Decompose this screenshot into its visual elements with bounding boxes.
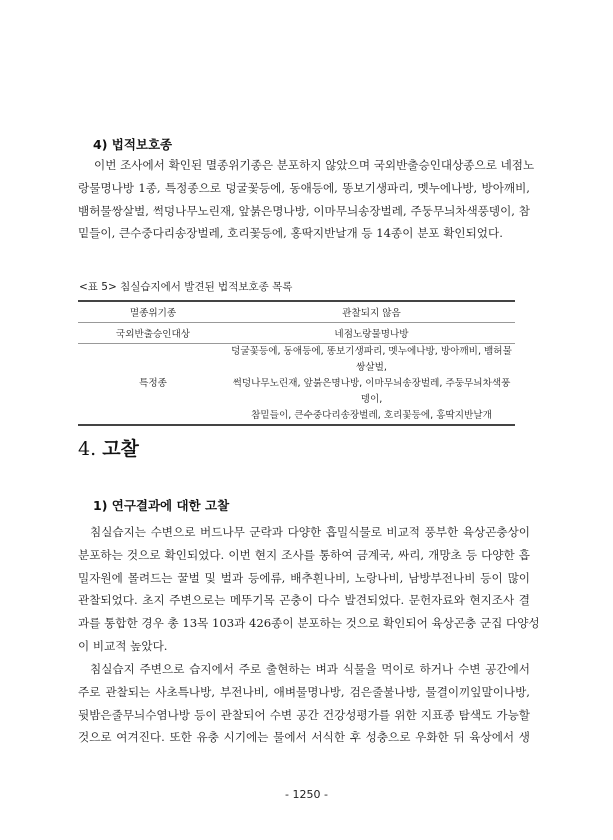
- table-cell-label: 국외반출승인대상: [78, 323, 228, 344]
- paragraph-line: 관찰되었다. 초지 주변으로는 메뚜기목 곤충이 다수 발견되었다. 문헌자료와 현지조사 결: [78, 593, 530, 608]
- paragraph-line: 침실습지는 수변으로 버드나무 군락과 다양한 흡밀식물로 비교적 풍부한 육상곤충상이: [90, 525, 530, 539]
- table-cell-text: 덩굴꽃등에, 동애등에, 똥보기생파리, 멧누에나방, 방아깨비, 뱀허물쌍살벌,: [231, 346, 512, 373]
- table-caption: <표 5> 침실습지에서 발견된 법적보호종 목록: [79, 281, 293, 293]
- paragraph-line: 주로 관찰되는 사초특나방, 부전나비, 애벼물명나방, 검은줄불나방, 물결이끼잎말이나방,: [78, 684, 530, 699]
- discussion-paragraph-2: [78, 658, 530, 749]
- section-heading-protected-species: 4) 법적보호종: [93, 137, 173, 152]
- table-cell-text: 참밑들이, 큰수중다리송장벌레, 호리꽃등에, 홍딱지반날개: [251, 410, 492, 421]
- chapter-title: 고찰: [102, 438, 139, 460]
- chapter-heading: [78, 434, 139, 461]
- paragraph-line: 분포하는 것으로 확인되었다. 이번 현지 조사를 통하여 금계국, 싸리, 개망초 등 다양한 흡: [78, 547, 530, 562]
- paragraph-line: 이번 조사에서 확인된 멸종위기종은 분포하지 않았으며 국외반출승인대상종으로 네점노: [94, 158, 535, 172]
- table-cell-label: 멸종위기종: [78, 301, 228, 323]
- chapter-number: 4.: [78, 438, 97, 460]
- table-cell-label: 특정종: [78, 344, 228, 426]
- paragraph-line: 것으로 여겨진다. 또한 유충 시기에는 물에서 서식한 후 성충으로 우화한 뒤 육상에서 생: [78, 730, 530, 745]
- paragraph-line: 침실습지 주변으로 습지에서 주로 출현하는 벼과 식물을 먹이로 하거나 수변 공간에서: [90, 662, 530, 676]
- section-heading-discussion: 1) 연구결과에 대한 고찰: [93, 498, 230, 513]
- paragraph-line: 뒷밤은줄무늬수염나방 등이 관찰되어 수변 공간 건강성평가를 위한 지표종 탐색도 가능할: [78, 707, 530, 722]
- paragraph-line: 과를 통합한 경우 총 13목 103과 426종이 분포하는 것으로 확인되어 육상곤충 군집 다양성: [78, 616, 540, 631]
- paragraph-line: 뱀허물쌍살벌, 썩덩나무노린재, 앞붉은명나방, 이마무늬송장벌레, 주둥무늬차색풍뎅이, 참: [78, 203, 530, 218]
- paragraph-line: 밀자원에 몰려드는 꿀벌 및 벌과 등에류, 배추흰나비, 노랑나비, 남방부전나비 등이 많이: [78, 570, 530, 585]
- table-cell-text: 관찰되지 않음: [342, 308, 401, 319]
- protected-species-table: [78, 300, 515, 426]
- table-cell-text: 네점노랑물명나방: [334, 329, 409, 340]
- paragraph-line: 밑들이, 큰수중다리송장벌레, 호리꽃등에, 홍딱지반날개 등 14종이 분포 확인되었다.: [78, 226, 503, 241]
- table-row: [78, 323, 515, 344]
- table-row: [78, 301, 515, 323]
- table-cell-value: [228, 301, 515, 323]
- table-cell-value: [228, 344, 515, 426]
- paragraph-line: 이 비교적 높았다.: [78, 638, 168, 653]
- table-cell-value: [228, 323, 515, 344]
- page-number: - 1250 -: [285, 788, 328, 801]
- paragraph-line: 랑물명나방 1종, 특정종으로 덩굴꽃등에, 동애등에, 똥보기생파리, 멧누에나방, 방아깨비,: [78, 180, 530, 195]
- table-row: [78, 344, 515, 426]
- protected-species-paragraph: [78, 154, 535, 245]
- table-cell-text: 썩덩나무노린재, 앞붉은명나방, 이마무늬송장벌레, 주둥무늬차색풍뎅이,: [232, 378, 511, 405]
- discussion-paragraph-1: [78, 521, 540, 658]
